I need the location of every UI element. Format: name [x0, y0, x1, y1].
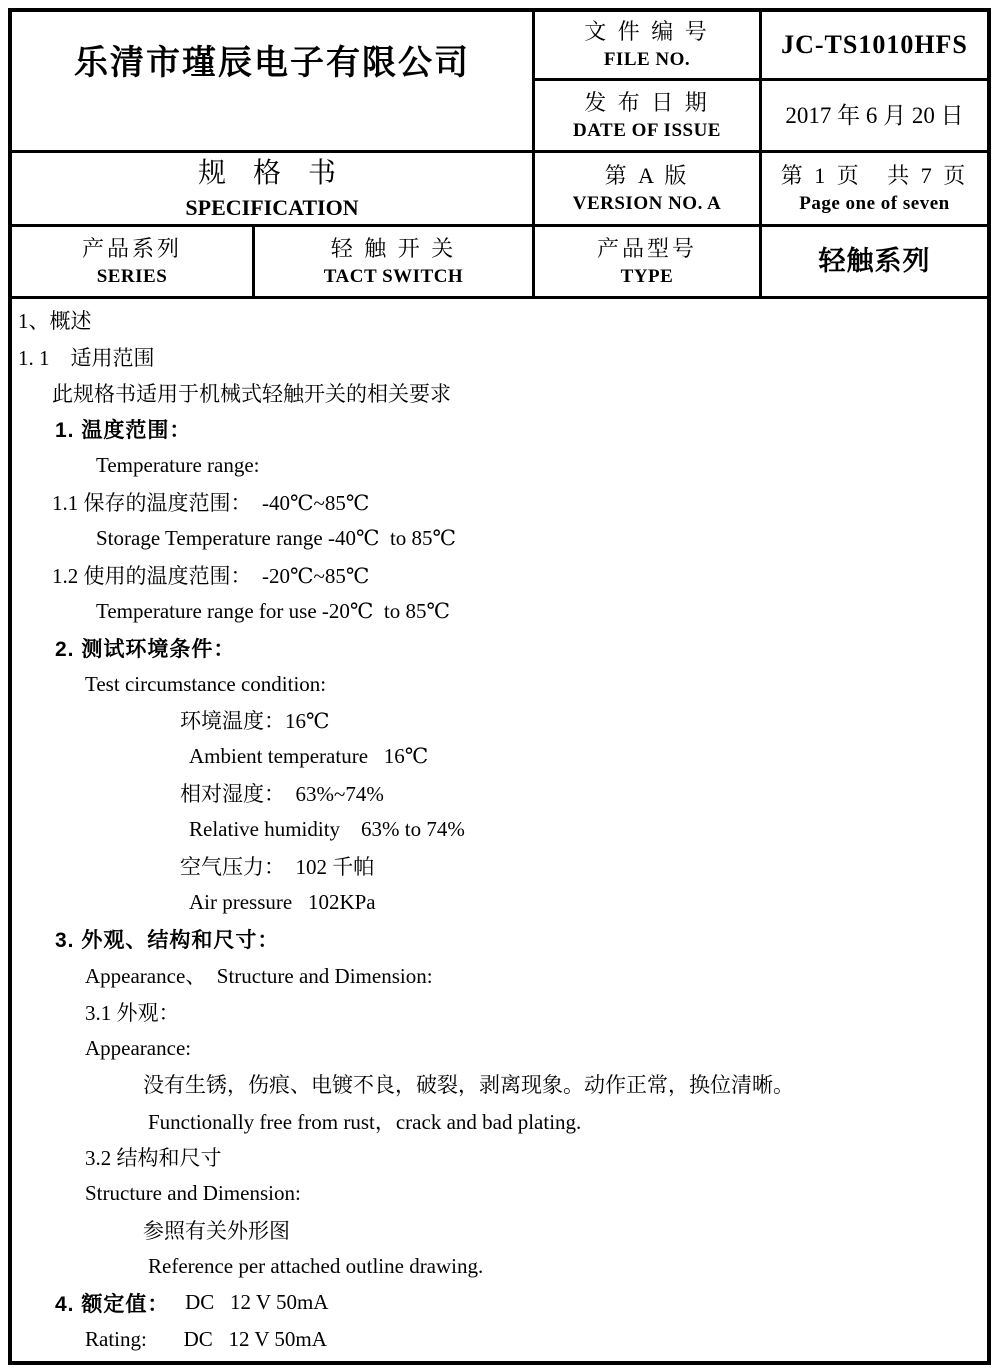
ambient-temp-en: Ambient temperature 16℃ [189, 744, 429, 769]
type-label-en: TYPE [620, 265, 674, 287]
company-name: 乐清市瑾辰电子有限公司 [74, 44, 470, 83]
date-of-issue-label-en: DATE OF ISSUE [573, 119, 721, 141]
use-temp-cn: 1.2 使用的温度范围： -20℃~85℃ [52, 563, 370, 588]
temperature-range-heading-cn: 1. 温度范围： [55, 419, 192, 443]
structure-dimension-subheading-cn: 3.2 结构和尺寸 [85, 1146, 222, 1171]
relative-humidity-en: Relative humidity 63% to 74% [189, 817, 465, 842]
appearance-subheading-cn: 3.1 外观： [85, 1000, 180, 1025]
structure-dimension-subheading-en: Structure and Dimension: [85, 1181, 301, 1206]
storage-temp-cn: 1.1 保存的温度范围： -40℃~85℃ [52, 491, 370, 516]
appearance-structure-heading-en: Appearance、 Structure and Dimension: [85, 964, 433, 989]
date-of-issue-value: 2017 年 6 月 20 日 [785, 102, 964, 128]
type-value: 轻触系列 [818, 246, 931, 277]
date-of-issue-label-cell [535, 81, 759, 150]
series-label-cn: 产品系列 [81, 235, 182, 261]
type-label-cn: 产品型号 [596, 235, 697, 261]
appearance-structure-heading-cn: 3. 外观、结构和尺寸： [55, 928, 280, 952]
file-no-value: JC-TS1010HFS [781, 30, 968, 60]
temperature-range-heading-en: Temperature range: [96, 453, 260, 478]
section-1-heading: 1、概述 [18, 309, 92, 334]
spec-title-cell [12, 153, 532, 224]
ambient-temp-cn: 环境温度：16℃ [180, 709, 330, 734]
document-body [12, 299, 987, 1357]
file-no-value-cell [762, 12, 987, 78]
series-value-cn: 轻 触 开 关 [330, 235, 457, 261]
spec-title-cn: 规 格 书 [197, 157, 346, 189]
page-number-en: Page one of seven [799, 192, 950, 214]
series-value-en: TACT SWITCH [323, 265, 464, 287]
page-number-cell [762, 153, 987, 224]
series-value-cell [255, 227, 532, 296]
appearance-requirement-en: Functionally free from rust，crack and bad plating. [148, 1109, 582, 1134]
test-condition-heading-en: Test circumstance condition: [85, 671, 327, 696]
page-border-frame [8, 8, 991, 1365]
air-pressure-cn: 空气压力： 102 千帕 [180, 855, 375, 880]
file-no-label-cell [535, 12, 759, 78]
relative-humidity-cn: 相对湿度： 63%~74% [180, 782, 384, 807]
use-temp-en: Temperature range for use -20℃ to 85℃ [96, 598, 450, 623]
appearance-subheading-en: Appearance: [85, 1035, 192, 1060]
version-cell [535, 153, 759, 224]
series-label-cell [12, 227, 252, 296]
outline-drawing-reference-cn: 参照有关外形图 [143, 1218, 290, 1243]
test-condition-heading-cn: 2. 测试环境条件： [55, 637, 236, 661]
version-cn: 第 A 版 [604, 162, 690, 188]
series-label-en: SERIES [96, 265, 168, 287]
outline-drawing-reference-en: Reference per attached outline drawing. [148, 1253, 484, 1278]
date-of-issue-value-cell [762, 81, 987, 150]
file-no-label-en: FILE NO. [603, 49, 691, 71]
type-label-cell [535, 227, 759, 296]
company-name-cell [12, 12, 532, 150]
header-table [12, 12, 987, 299]
storage-temp-en: Storage Temperature range -40℃ to 85℃ [96, 526, 457, 551]
rating-heading-cn: 4. 额定值： DC 12 V 50mA [55, 1290, 329, 1316]
spec-title-en: SPECIFICATION [185, 194, 359, 220]
type-value-cell [762, 227, 987, 296]
scope-text-cn: 此规格书适用于机械式轻触开关的相关要求 [52, 381, 451, 406]
page-number-cn: 第 1 页 共 7 页 [780, 162, 969, 188]
appearance-requirement-cn: 没有生锈，伤痕、电镀不良，破裂，剥离现象。动作正常，换位清晰。 [143, 1073, 794, 1098]
section-1-1-heading: 1. 1 适用范围 [18, 345, 155, 370]
rating-heading-en: Rating: DC 12 V 50mA [85, 1326, 327, 1351]
date-of-issue-label-cn: 发 布 日 期 [584, 89, 710, 115]
version-en: VERSION NO. A [572, 192, 722, 214]
air-pressure-en: Air pressure 102KPa [189, 889, 376, 914]
file-no-label-cn: 文 件 编 号 [584, 19, 710, 45]
